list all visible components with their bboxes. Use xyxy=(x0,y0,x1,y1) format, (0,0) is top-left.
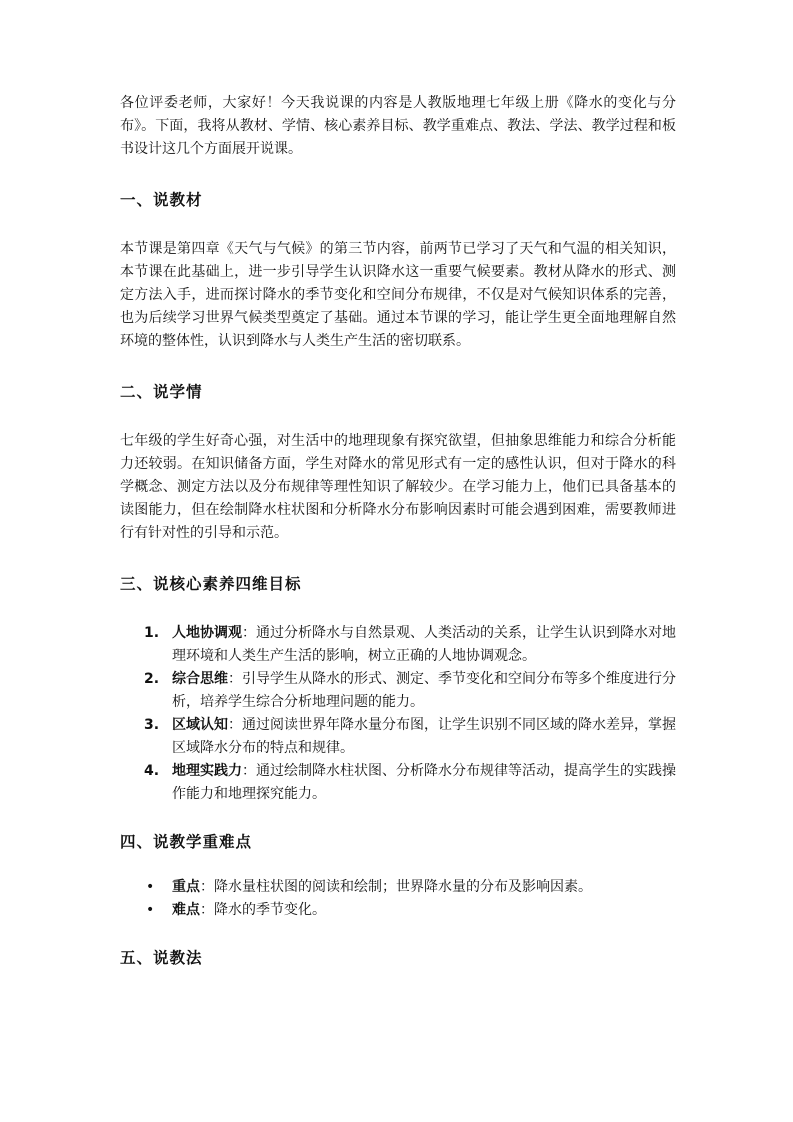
bullet-icon: • xyxy=(146,879,155,895)
bullet-icon: • xyxy=(146,902,155,918)
goals-list xyxy=(120,622,676,806)
goal-number: 3. xyxy=(144,717,160,733)
key-points-list xyxy=(120,876,676,922)
goal-number: 2. xyxy=(144,671,160,687)
goal-number: 1. xyxy=(144,625,160,641)
key-point-item xyxy=(120,876,676,899)
key-point-text: ：降水的季节变化。 xyxy=(200,902,326,918)
goal-item xyxy=(120,622,676,668)
key-point-term: 难点 xyxy=(172,902,200,918)
goal-term: 人地协调观 xyxy=(172,625,242,641)
goal-text: ：通过阅读世界年降水量分布图，让学生识别不同区域的降水差异，掌握区域降水分布的特点和规律。 xyxy=(172,717,676,756)
goal-text: ：通过分析降水与自然景观、人类活动的关系，让学生认识到降水对地理环境和人类生产生活的影响，树立正确的人地协调观念。 xyxy=(172,625,676,664)
goal-number: 4. xyxy=(144,763,160,779)
section-heading-textbook: 一、说教材 xyxy=(120,191,203,209)
goal-term: 地理实践力 xyxy=(172,763,242,779)
section-heading-teaching-methods: 五、说教法 xyxy=(120,949,203,967)
goal-text: ：通过绘制降水柱状图、分析降水分布规律等活动，提高学生的实践操作能力和地理探究能力。 xyxy=(172,763,676,802)
goal-term: 区域认知 xyxy=(172,717,228,733)
goal-term: 综合思维 xyxy=(172,671,228,687)
section-heading-students: 二、说学情 xyxy=(120,383,203,401)
key-point-text: ：降水量柱状图的阅读和绘制；世界降水量的分布及影响因素。 xyxy=(200,879,592,895)
document-page xyxy=(120,92,676,968)
key-point-term: 重点 xyxy=(172,879,200,895)
intro-paragraph: 各位评委老师，大家好！今天我说课的内容是人教版地理七年级上册《降水的变化与分布》。下面，我将从教材、学情、核心素养目标、教学重难点、教法、学法、教学过程和板书设计这几个方面展开说课。 xyxy=(120,95,676,157)
goal-item xyxy=(120,668,676,714)
goal-item xyxy=(120,714,676,760)
goal-text: ：引导学生从降水的形式、测定、季节变化和空间分布等多个维度进行分析，培养学生综合分析地理问题的能力。 xyxy=(172,671,676,710)
goal-item xyxy=(120,760,676,806)
textbook-paragraph: 本节课是第四章《天气与气候》的第三节内容，前两节已学习了天气和气温的相关知识，本节课在此基础上，进一步引导学生认识降水这一重要气候要素。教材从降水的形式、测定方法入手，进而探讨降水的季节变化和空间分布规律，不仅是对气候知识体系的完善，也为后续学习世界气候类型奠定了基础。通过本节课的学习，能让学生更全面地理解自然环境的整体性，认识到降水与人类生产生活的密切联系。 xyxy=(120,241,676,349)
section-heading-key-points: 四、说教学重难点 xyxy=(120,833,253,851)
section-heading-goals: 三、说核心素养四维目标 xyxy=(120,575,302,593)
students-paragraph: 七年级的学生好奇心强，对生活中的地理现象有探究欲望，但抽象思维能力和综合分析能力还较弱。在知识储备方面，学生对降水的常见形式有一定的感性认识，但对于降水的科学概念、测定方法以及分布规律等理性知识了解较少。在学习能力上，他们已具备基本的读图能力，但在绘制降水柱状图和分析降水分布影响因素时可能会遇到困难，需要教师进行有针对性的引导和示范。 xyxy=(120,433,676,541)
key-point-item xyxy=(120,899,676,922)
